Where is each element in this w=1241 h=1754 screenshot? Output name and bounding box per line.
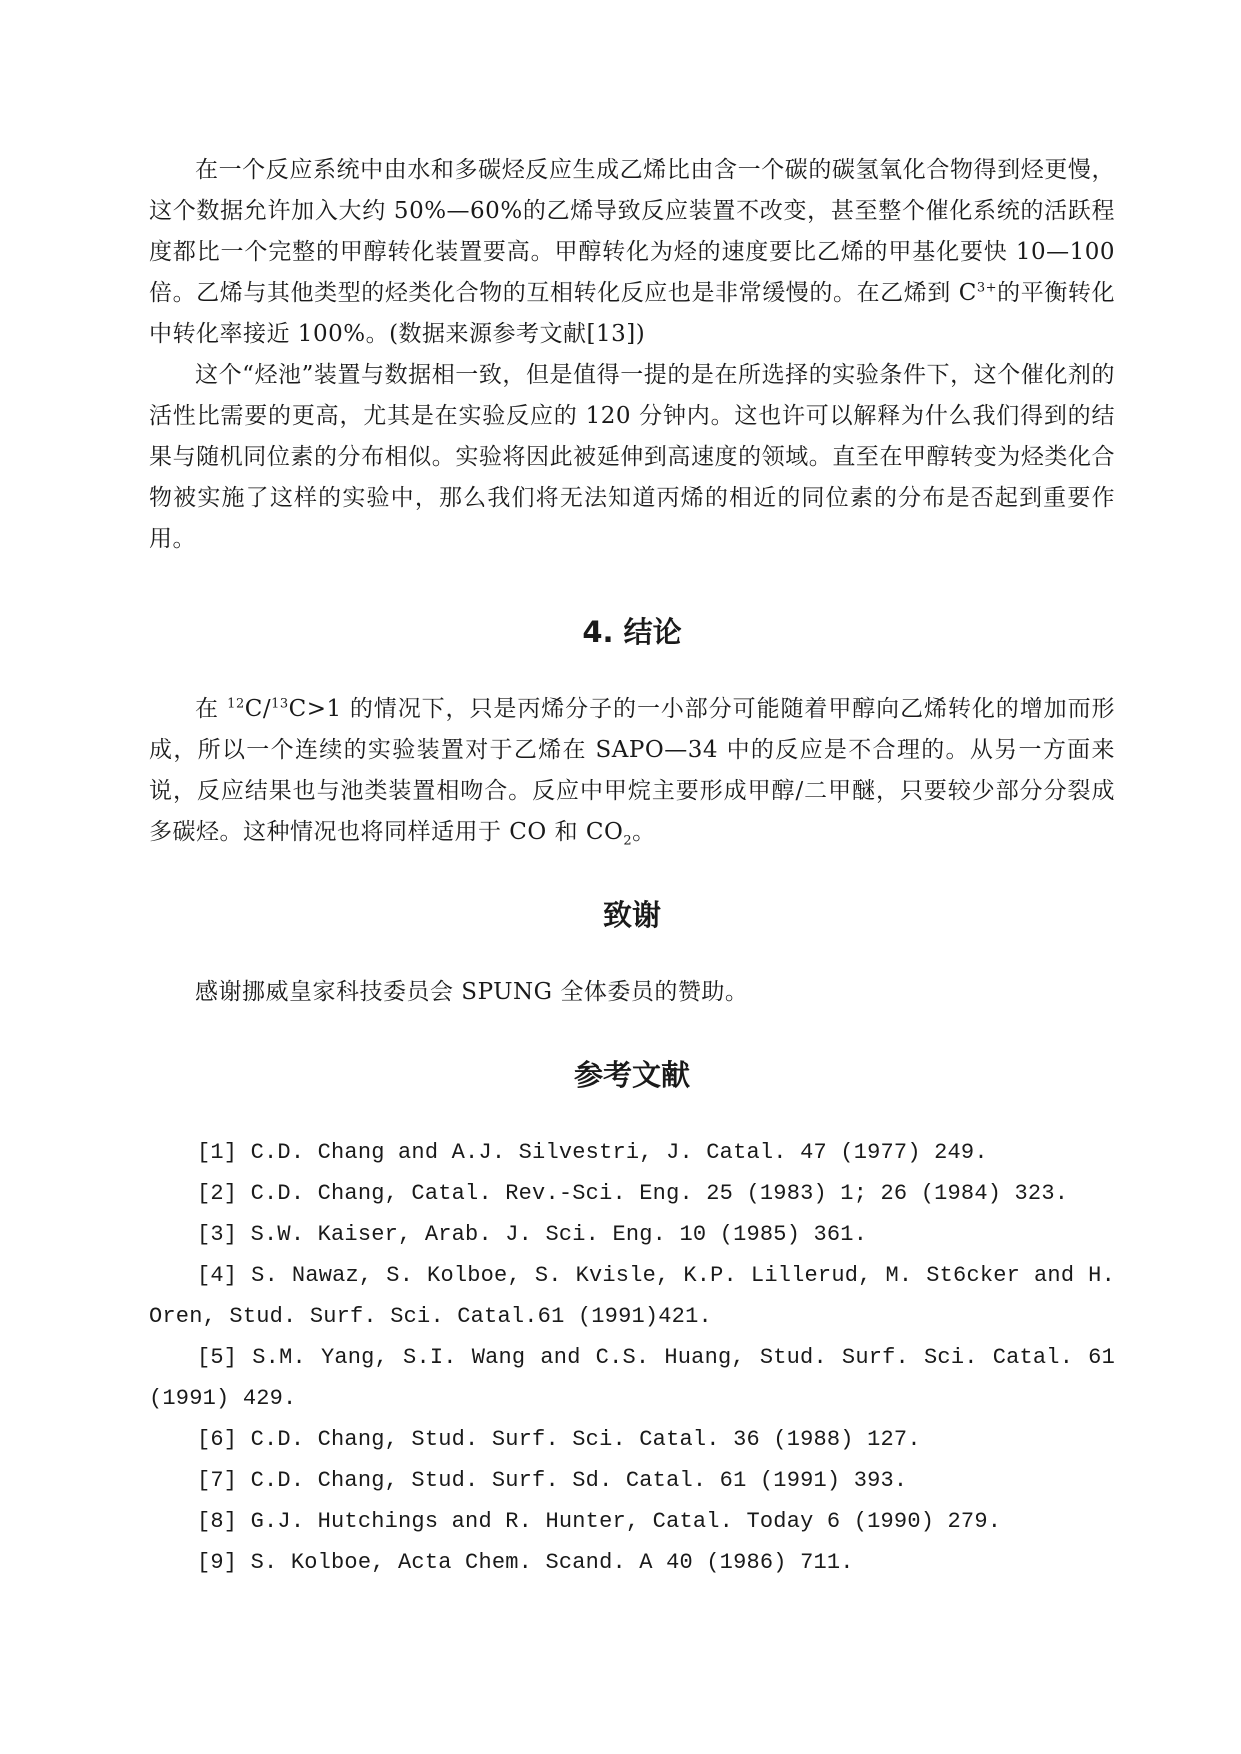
conclusion-text-c: C>1 的情况下，只是丙烯分子的一小部分可能随着甲醇向乙烯转化的增加而形成，所以一个连续的实验装置对于乙烯在 SAPO—34 中的反应是不合理的。从另一方面来说，反应结果也与池类装置相吻合。反应中甲烷主要形成甲醇/二甲醚，只要较少部分分裂成多碳烃。这种情况也将同样适用于 CO 和 CO [149, 696, 1115, 845]
reference-item: [5] S.M. Yang, S.I. Wang and C.S. Huang, Stud. Surf. Sci. Catal. 61 (1991) 429. [149, 1345, 1115, 1411]
reference-item: [4] S. Nawaz, S. Kolboe, S. Kvisle, K.P. Lillerud, M. St6cker and H. Oren, Stud. Surf. Sci. Catal.61 (1991)421. [149, 1263, 1115, 1329]
reference-item: [8] G.J. Hutchings and R. Hunter, Catal. Today 6 (1990) 279. [197, 1509, 1002, 1534]
body-paragraph-1 [149, 150, 1115, 355]
acknowledgement-paragraph: 感谢挪威皇家科技委员会 SPUNG 全体委员的赞助。 [195, 979, 749, 1005]
body-paragraph-1-text: 在一个反应系统中由水和多碳烃反应生成乙烯比由含一个碳的碳氢氧化合物得到烃更慢，这个数据允许加入大约 50%—60%的乙烯导致反应装置不改变，甚至整个催化系统的活跃程度都比一个完整的甲醇转化装置要高。甲醇转化为烃的速度要比乙烯的甲基化要快 10—100 倍。乙烯与其他类型的烃类化合物的互相转化反应也是非常缓慢的。在乙烯到 C [149, 157, 1115, 306]
reference-item: [6] C.D. Chang, Stud. Surf. Sci. Catal. 36 (1988) 127. [197, 1427, 921, 1452]
page-content [149, 150, 1115, 1583]
body-paragraph-1-tail: 的平衡转化中转化率接近 100%。(数据来源参考文献[13]) [149, 280, 1115, 347]
co2-subscript: 2 [623, 833, 633, 849]
charge-superscript: 3+ [976, 280, 998, 296]
conclusion-heading: 4. 结论 [582, 615, 682, 649]
reference-item: [7] C.D. Chang, Stud. Surf. Sd. Catal. 61 (1991) 393. [197, 1468, 908, 1493]
reference-item: [9] S. Kolboe, Acta Chem. Scand. A 40 (1986) 711. [197, 1550, 854, 1575]
reference-list [149, 1132, 1115, 1583]
conclusion-text-b: C/ [244, 696, 272, 722]
conclusion-text-a: 在 [195, 696, 228, 722]
body-paragraph-2: 这个“烃池”装置与数据相一致，但是值得一提的是在所选择的实验条件下，这个催化剂的活性比需要的更高，尤其是在实验反应的 120 分钟内。这也许可以解释为什么我们得到的结果与随机同位素的分布相似。实验将因此被延伸到高速度的领域。直至在甲醇转变为烃类化合物被实施了这样的实验中，那么我们将无法知道丙烯的相近的同位素的分布是否起到重要作用。 [149, 362, 1115, 552]
acknowledgement-heading: 致谢 [602, 898, 661, 932]
references-heading: 参考文献 [573, 1058, 690, 1092]
isotope-superscript-13: 13 [271, 696, 289, 712]
conclusion-text-d: 。 [632, 819, 656, 845]
reference-item: [2] C.D. Chang, Catal. Rev.-Sci. Eng. 25 (1983) 1; 26 (1984) 323. [197, 1181, 1069, 1206]
conclusion-paragraph [149, 689, 1115, 853]
reference-item: [3] S.W. Kaiser, Arab. J. Sci. Eng. 10 (1985) 361. [197, 1222, 868, 1247]
isotope-superscript-12: 12 [227, 696, 245, 712]
reference-item: [1] C.D. Chang and A.J. Silvestri, J. Catal. 47 (1977) 249. [197, 1140, 988, 1165]
